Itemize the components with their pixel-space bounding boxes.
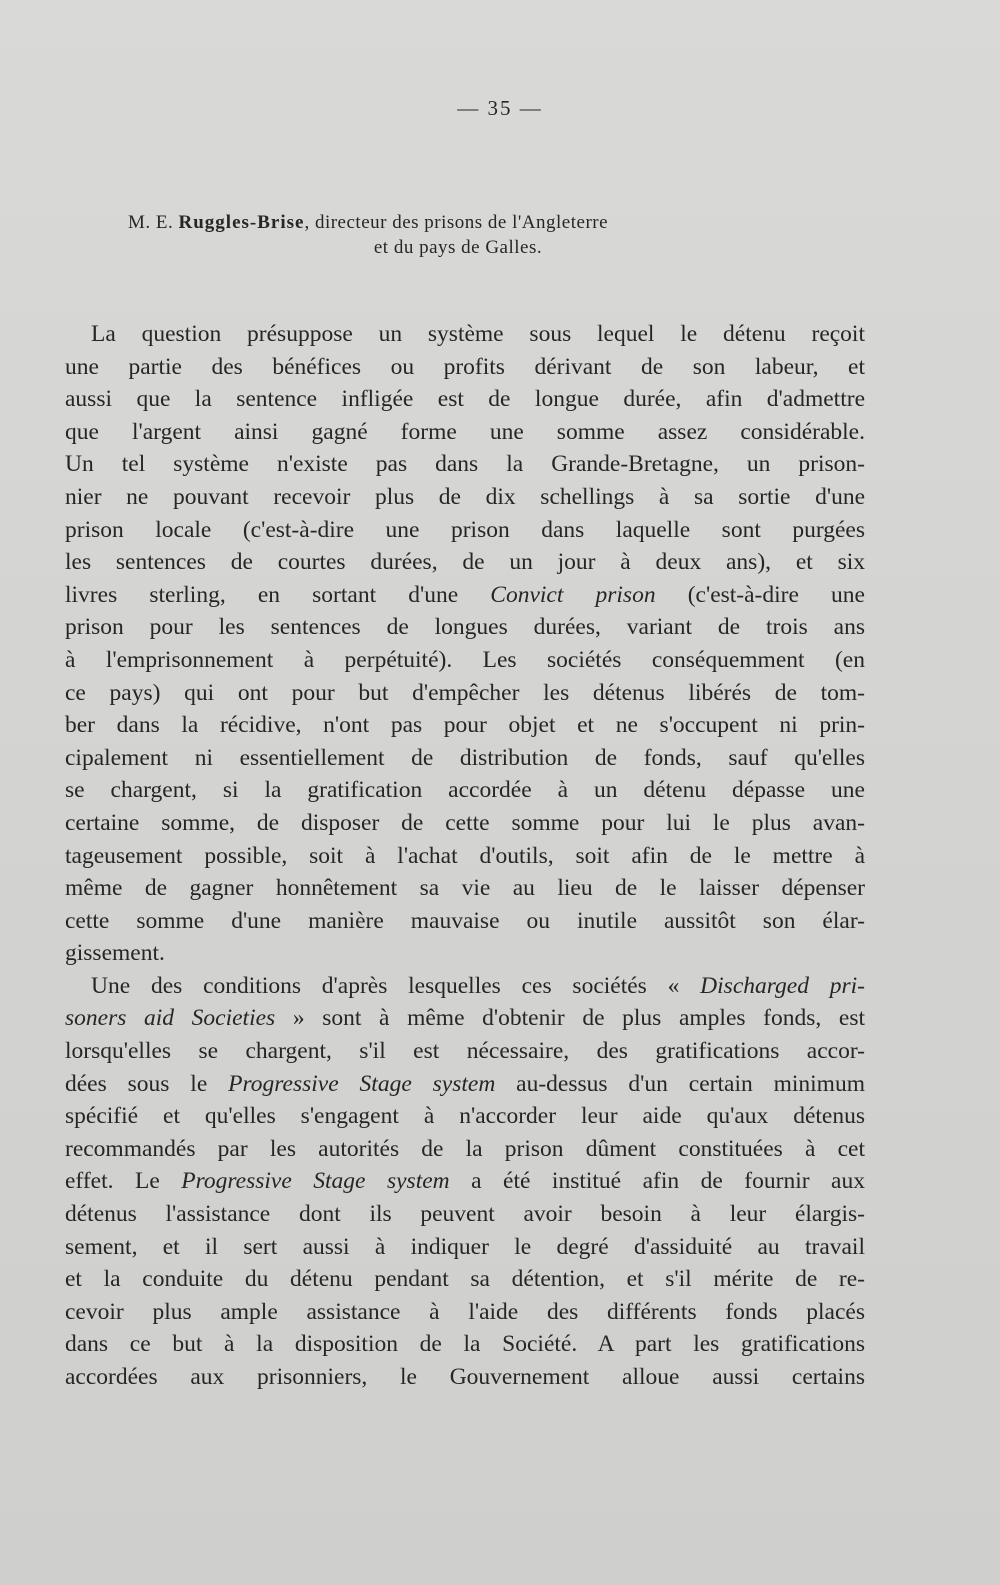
text-segment: (c'est-à-dire une bbox=[655, 581, 865, 608]
text-line: tageusement possible, soit à l'achat d'outils, soit afin de le mettre à bbox=[65, 842, 865, 869]
text-segment: Une des conditions d'après lesquelles ces sociétés « bbox=[91, 972, 701, 999]
text-line: accordées aux prisonniers, le Gouvernement alloue aussi certains bbox=[65, 1364, 865, 1390]
author-prefix: M. E. bbox=[128, 212, 179, 233]
text-line: dans ce but à la disposition de la Société. A part les gratifications bbox=[65, 1331, 865, 1358]
text-line: La question présuppose un système sous lequel le détenu reçoit bbox=[91, 321, 865, 347]
italic-term: Convict prison bbox=[490, 581, 656, 608]
text-line bbox=[65, 970, 865, 1003]
text-line bbox=[65, 1165, 865, 1198]
text-line: ce pays) qui ont pour but d'empêcher les détenus libérés de tom- bbox=[65, 679, 865, 706]
text-line: recommandés par les autorités de la prison dûment constituées à cet bbox=[65, 1135, 865, 1162]
author-role-line2: et du pays de Galles. bbox=[373, 237, 543, 258]
text-line: nier ne pouvant recevoir plus de dix schellings à sa sortie d'une bbox=[65, 483, 865, 510]
text-line: lorsqu'elles se chargent, s'il est nécessaire, des gratifications accor- bbox=[65, 1038, 865, 1065]
text-line bbox=[65, 579, 865, 612]
text-segment: » sont à même d'obtenir de plus amples fonds, est bbox=[275, 1005, 865, 1032]
text-line: cipalement ni essentiellement de distribution de fonds, sauf qu'elles bbox=[65, 744, 865, 771]
text-segment: a été institué afin de fournir aux bbox=[449, 1168, 865, 1195]
page-number: — 35 — bbox=[457, 96, 543, 120]
text-line: que l'argent ainsi gagné forme une somme assez considérable. bbox=[65, 418, 865, 445]
author-heading bbox=[128, 210, 828, 260]
text-segment: au-dessus d'un certain minimum bbox=[495, 1070, 865, 1097]
text-line: Un tel système n'existe pas dans la Grande-Bretagne, un prison- bbox=[65, 451, 865, 478]
italic-term: soners aid Societies bbox=[65, 1005, 276, 1032]
text-line: détenus l'assistance dont ils peuvent avoir besoin à leur élargis- bbox=[65, 1201, 865, 1228]
text-line bbox=[65, 1002, 865, 1035]
text-line: sement, et il sert aussi à indiquer le degré d'assiduité au travail bbox=[65, 1233, 865, 1260]
text-line: à l'emprisonnement à perpétuité). Les sociétés conséquemment (en bbox=[65, 646, 865, 673]
author-role-line1: , directeur des prisons de l'Angleterre bbox=[304, 212, 609, 233]
text-line: se chargent, si la gratification accordée à un détenu dépasse une bbox=[65, 777, 865, 804]
text-line: prison locale (c'est-à-dire une prison dans laquelle sont purgées bbox=[65, 516, 865, 543]
text-line: une partie des bénéfices ou profits dérivant de son labeur, et bbox=[65, 353, 865, 380]
text-line: prison pour les sentences de longues durées, variant de trois ans bbox=[65, 614, 865, 641]
text-line: cette somme d'une manière mauvaise ou inutile aussitôt son élar- bbox=[65, 907, 865, 934]
text-line: cevoir plus ample assistance à l'aide des différents fonds placés bbox=[65, 1298, 865, 1325]
text-line: les sentences de courtes durées, de un jour à deux ans), et six bbox=[65, 549, 865, 576]
italic-term: Progressive Stage system bbox=[181, 1168, 450, 1195]
text-segment: dées sous le bbox=[65, 1070, 229, 1097]
text-line: spécifié et qu'elles s'engagent à n'accorder leur aide qu'aux détenus bbox=[65, 1103, 865, 1130]
text-segment: livres sterling, en sortant d'une bbox=[65, 581, 491, 608]
text-line: même de gagner honnêtement sa vie au lieu de le laisser dépenser bbox=[65, 875, 865, 902]
text-line bbox=[65, 1068, 865, 1101]
body-text bbox=[65, 318, 865, 1394]
text-line: ber dans la récidive, n'ont pas pour objet et ne s'occupent ni prin- bbox=[65, 712, 865, 739]
text-line: gissement. bbox=[65, 940, 165, 967]
text-line: et la conduite du détenu pendant sa détention, et s'il mérite de re- bbox=[65, 1266, 865, 1293]
text-line: certaine somme, de disposer de cette somme pour lui le plus avan- bbox=[65, 809, 865, 836]
italic-term: Progressive Stage system bbox=[228, 1070, 496, 1097]
author-name: Ruggles-Brise bbox=[178, 212, 305, 233]
text-segment: effet. Le bbox=[65, 1168, 182, 1195]
text-line: aussi que la sentence infligée est de longue durée, afin d'admettre bbox=[65, 386, 865, 413]
italic-term: Discharged pri- bbox=[700, 972, 865, 999]
